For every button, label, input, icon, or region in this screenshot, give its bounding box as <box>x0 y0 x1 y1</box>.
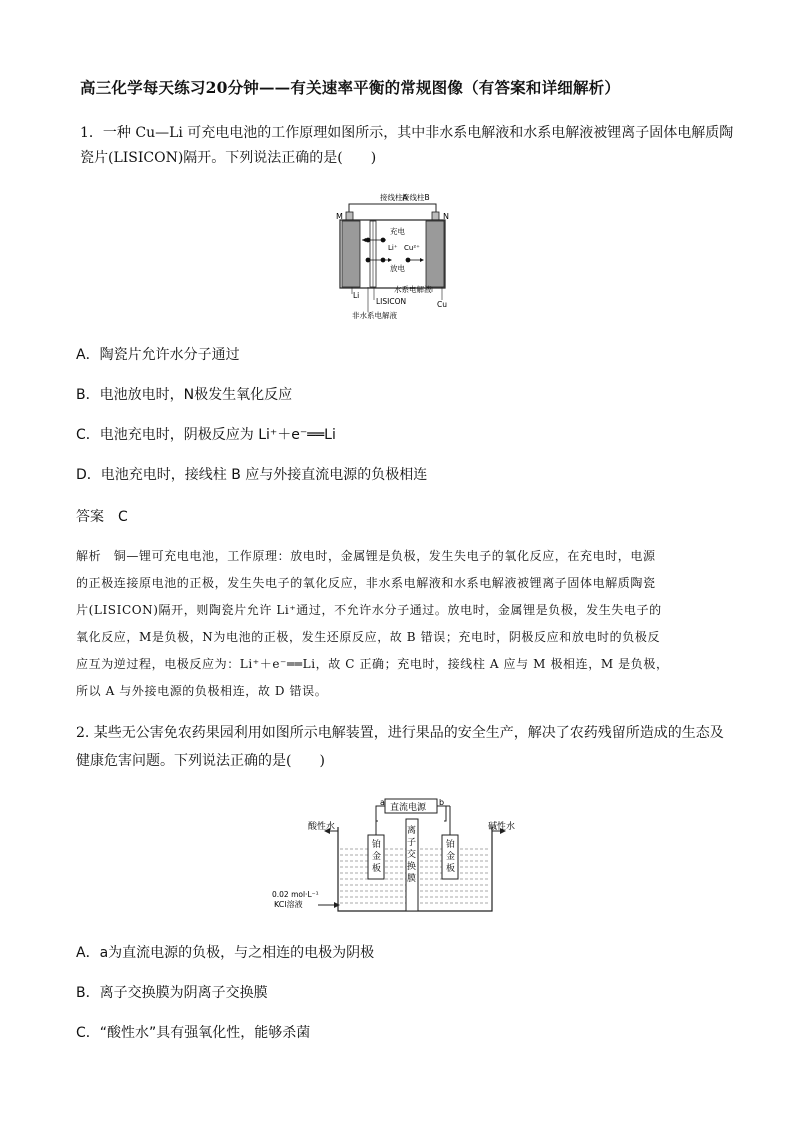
left-plate-label-1: 铂 <box>372 840 382 850</box>
terminal-m-cap <box>346 212 353 220</box>
cu-label: Cu <box>437 300 447 309</box>
right-plate-label-3: 板 <box>446 864 456 874</box>
n-label: N <box>443 212 449 221</box>
cu-electrode <box>426 221 444 287</box>
q1-option-c: C．电池充电时，阴极反应为 Li⁺＋e⁻══Li <box>76 427 336 443</box>
left-plate-label-2: 金 <box>372 852 382 862</box>
right-plate-label-1: 铂 <box>446 840 456 850</box>
discharge-label: 放电 <box>390 264 405 273</box>
li-electrode <box>342 221 360 287</box>
q1-option-a: A．陶瓷片允许水分子通过 <box>76 347 240 363</box>
lisicon-label: LISICON <box>376 297 407 306</box>
m-label: M <box>336 212 343 221</box>
alkaline-water-label: 碱性水 <box>488 822 516 832</box>
cu-ion-label: Cu²⁺ <box>404 244 420 252</box>
svg-text:交: 交 <box>407 850 417 860</box>
q2-option-a: A．a为直流电源的负极，与之相连的电极为阴极 <box>76 945 375 961</box>
terminal-b-label: 接线柱B <box>402 193 430 202</box>
kcl-solution-label: KCl溶液 <box>274 900 303 909</box>
acid-water-label: 酸性水 <box>308 822 336 832</box>
li-ion-label: Li⁺ <box>388 244 398 252</box>
power-supply-label: 直流电源 <box>390 803 427 813</box>
right-plate-label-2: 金 <box>446 852 456 862</box>
q1-answer: 答案 C <box>76 509 128 525</box>
electrolysis-diagram <box>270 793 530 918</box>
li-label: Li <box>353 291 360 300</box>
q1-analysis-line-2: 的正极连接原电池的正极，发生失电子的氧化反应，非水系电解液和水系电解液被锂离子固体电解质陶瓷 <box>76 576 656 590</box>
left-plate-label-3: 板 <box>372 864 382 874</box>
q1-analysis-line-5: 应互为逆过程，电极反应为：Li⁺＋e⁻══Li，故 C 正确；充电时，接线柱 A 应与 M 极相连，M 是负极， <box>76 657 669 671</box>
q1-option-d: D．电池充电时，接线柱 B 应与外接直流电源的负极相连 <box>76 467 428 483</box>
terminal-a-label: a <box>380 798 385 807</box>
aqueous-electrolyte-label: 水系电解液 <box>394 285 432 294</box>
charge-label: 充电 <box>390 227 405 236</box>
q1-analysis-line-6: 所以 A 与外接电源的负极相连，故 D 错误。 <box>76 684 328 698</box>
q1-analysis-line-3: 片(LISICON)隔开，则陶瓷片允许 Li⁺通过，不允许水分子通过。放电时，金属锂是负极，发生失电子的 <box>76 603 662 617</box>
terminal-a-label: 接线柱A <box>380 193 408 202</box>
q1-analysis-line-1: 解析 铜—锂可充电电池，工作原理：放电时，金属锂是负极，发生失电子的氧化反应，在充电时，电源 <box>76 549 656 563</box>
svg-text:换: 换 <box>407 862 417 872</box>
q1-stem-line-2: 瓷片(LISICON)隔开。下列说法正确的是( ) <box>80 150 377 166</box>
q2-option-c: C．“酸性水”具有强氧化性，能够杀菌 <box>76 1025 311 1041</box>
terminal-n-cap <box>432 212 439 220</box>
nonaqueous-electrolyte-label: 非水系电解液 <box>352 311 397 320</box>
kcl-concentration-label: 0.02 mol·L⁻¹ <box>272 890 319 899</box>
q2-stem-line-2: 健康危害问题。下列说法正确的是( ) <box>76 753 325 769</box>
q1-stem-line-1: 1．一种 Cu—Li 可充电电池的工作原理如图所示，其中非水系电解液和水系电解液被锂离子固体电解质陶 <box>80 125 734 141</box>
terminal-b-label: b <box>439 798 445 807</box>
q2-stem-line-1: 2. 某些无公害免农药果园利用如图所示电解装置，进行果品的安全生产，解决了农药残留所造成的生态及 <box>76 725 724 741</box>
svg-text:膜: 膜 <box>407 874 417 884</box>
svg-text:离: 离 <box>407 826 417 836</box>
q1-analysis-line-4: 氧化反应，M是负极，N为电池的正极，发生还原反应，故 B 错误；充电时，阴极反应和放电时的负极反 <box>76 630 661 644</box>
q2-option-b: B．离子交换膜为阴离子交换膜 <box>76 985 268 1001</box>
svg-text:子: 子 <box>407 838 417 848</box>
q1-option-b: B．电池放电时，N极发生氧化反应 <box>76 387 293 403</box>
battery-diagram <box>330 188 465 323</box>
page-title: 高三化学每天练习20分钟——有关速率平衡的常规图像（有答案和详细解析） <box>80 78 621 97</box>
